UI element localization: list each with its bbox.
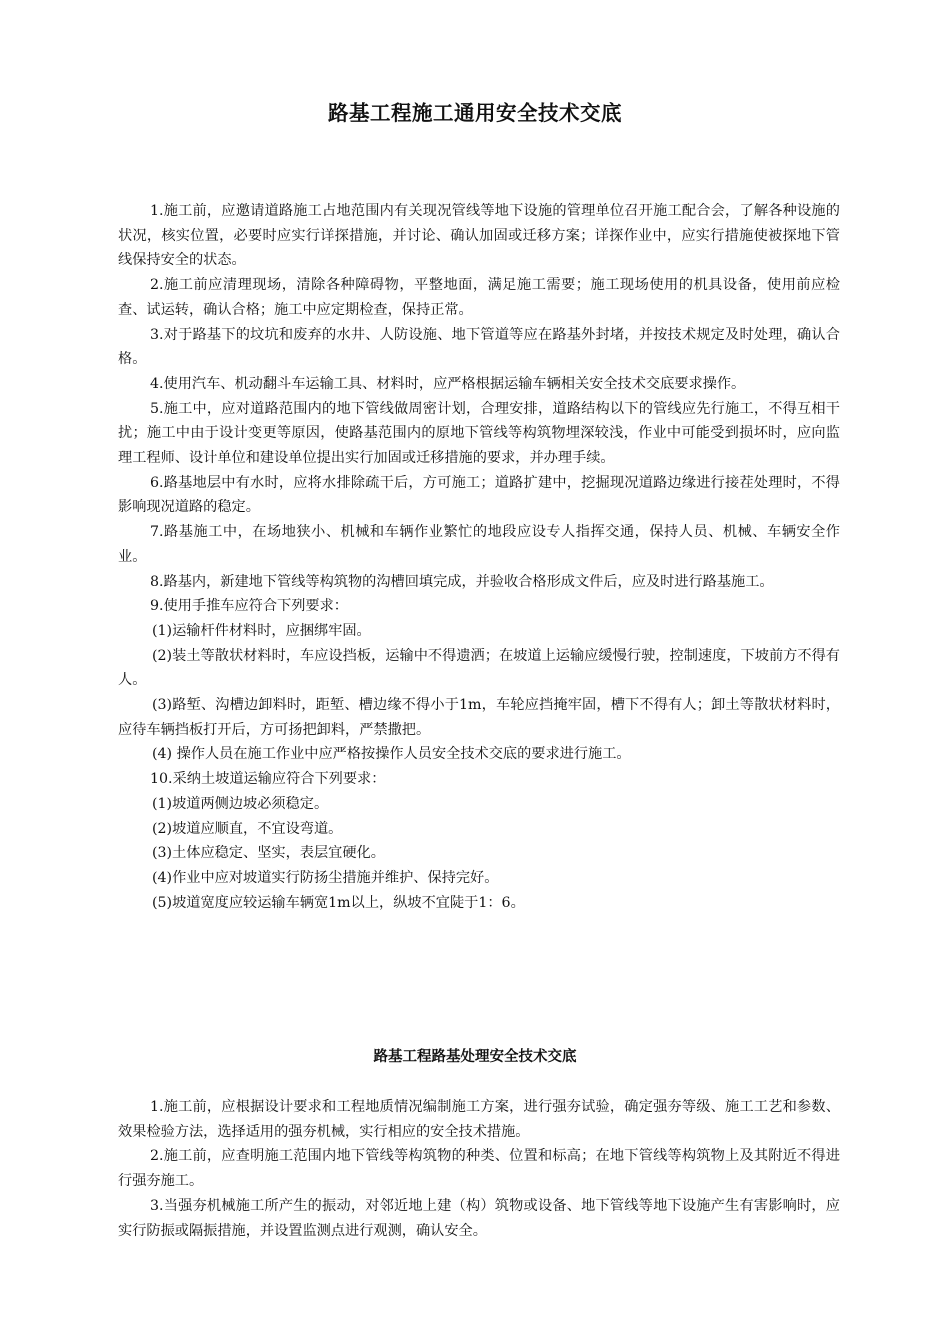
sub-item: (3)路堑、沟槽边卸料时，距堑、槽边缘不得小于1m，车轮应挡掩牢固，槽下不得有人；卸土等散状材料时，应待车辆挡板打开后，方可扬把卸料，严禁撒把。 <box>118 697 840 738</box>
section-title: 路基工程路基处理安全技术交底 <box>373 1049 577 1065</box>
sub-item: (2)坡道应顺直，不宜设弯道。 <box>152 820 343 837</box>
paragraph: 4.使用汽车、机动翻斗车运输工具、材料时，应严格根据运输车辆相关安全技术交底要求操作。 <box>150 375 746 392</box>
section-general-safety <box>118 199 840 915</box>
paragraph: 1.施工前，应根据设计要求和工程地质情况编制施工方案，进行强夯试验，确定强夯等级、施工工艺和参数、效果检验方法，选择适用的强夯机械，实行相应的安全技术措施。 <box>118 1099 840 1140</box>
paragraph: 2.施工前，应查明施工范围内地下管线等构筑物的种类、位置和标高；在地下管线等构筑物上及其附近不得进行强夯施工。 <box>118 1148 840 1190</box>
sub-item: (1)运输杆件材料时，应捆绑牢固。 <box>152 622 371 639</box>
sub-item: (2)装土等散状材料时，车应设挡板，运输中不得遗洒；在坡道上运输应缓慢行驶，控制速度，下坡前方不得有人。 <box>118 647 840 689</box>
sub-item: (3)土体应稳定、坚实，表层宜硬化。 <box>152 845 385 862</box>
paragraph: 3.对于路基下的坟坑和废弃的水井、人防设施、地下管道等应在路基外封堵，并按技术规定及时处理，确认合格。 <box>118 326 840 368</box>
paragraph: 8.路基内，新建地下管线等构筑物的沟槽回填完成，并验收合格形成文件后，应及时进行路基施工。 <box>150 573 774 590</box>
paragraph: 2.施工前应清理现场，清除各种障碍物，平整地面，满足施工需要；施工现场使用的机具设备，使用前应检查、试运转，确认合格；施工中应定期检查，保持正常。 <box>118 277 840 318</box>
paragraph: 9.使用手推车应符合下列要求： <box>150 598 348 615</box>
sub-item: (1)坡道两侧边坡必须稳定。 <box>152 795 329 812</box>
document-title: 路基工程施工通用安全技术交底 <box>328 101 622 125</box>
paragraph: 1.施工前，应邀请道路施工占地范围内有关现况管线等地下设施的管理单位召开施工配合会，了解各种设施的状况，核实位置，必要时应实行详探措施，并讨论、确认加固或迁移方案；详探作业中，应实行措施使被探地下管线保持安全的状态。 <box>118 203 840 269</box>
section-subgrade-treatment <box>118 1095 840 1243</box>
sub-item: (4) 操作人员在施工作业中应严格按操作人员安全技术交底的要求进行施工。 <box>152 746 631 763</box>
paragraph: 10.采纳土坡道运输应符合下列要求： <box>150 771 386 788</box>
paragraph: 7.路基施工中，在场地狭小、机械和车辆作业繁忙的地段应设专人指挥交通，保持人员、机械、车辆安全作业。 <box>118 524 840 565</box>
sub-item: (5)坡道宽度应较运输车辆宽1m以上，纵坡不宜陡于1：6。 <box>152 894 525 911</box>
paragraph: 5.施工中，应对道路范围内的地下管线做周密计划，合理安排，道路结构以下的管线应先行施工，不得互相干扰；施工中由于设计变更等原因，使路基范围内的原地下管线等构筑物埋深较浅，作业中可能受到损坏时，应向监理工程师、设计单位和建设单位提出实行加固或迁移措施的要求，并办理手续。 <box>118 400 840 467</box>
sub-item: (4)作业中应对坡道实行防扬尘措施并维护、保持完好。 <box>152 869 499 886</box>
paragraph: 6.路基地层中有水时，应将水排除疏干后，方可施工；道路扩建中，挖掘现况道路边缘进行接茬处理时，不得影响现况道路的稳定。 <box>118 474 840 516</box>
paragraph: 3.当强夯机械施工所产生的振动，对邻近地上建（构）筑物或设备、地下管线等地下设施产生有害影响时，应实行防振或隔振措施，并设置监测点进行观测，确认安全。 <box>118 1197 840 1239</box>
